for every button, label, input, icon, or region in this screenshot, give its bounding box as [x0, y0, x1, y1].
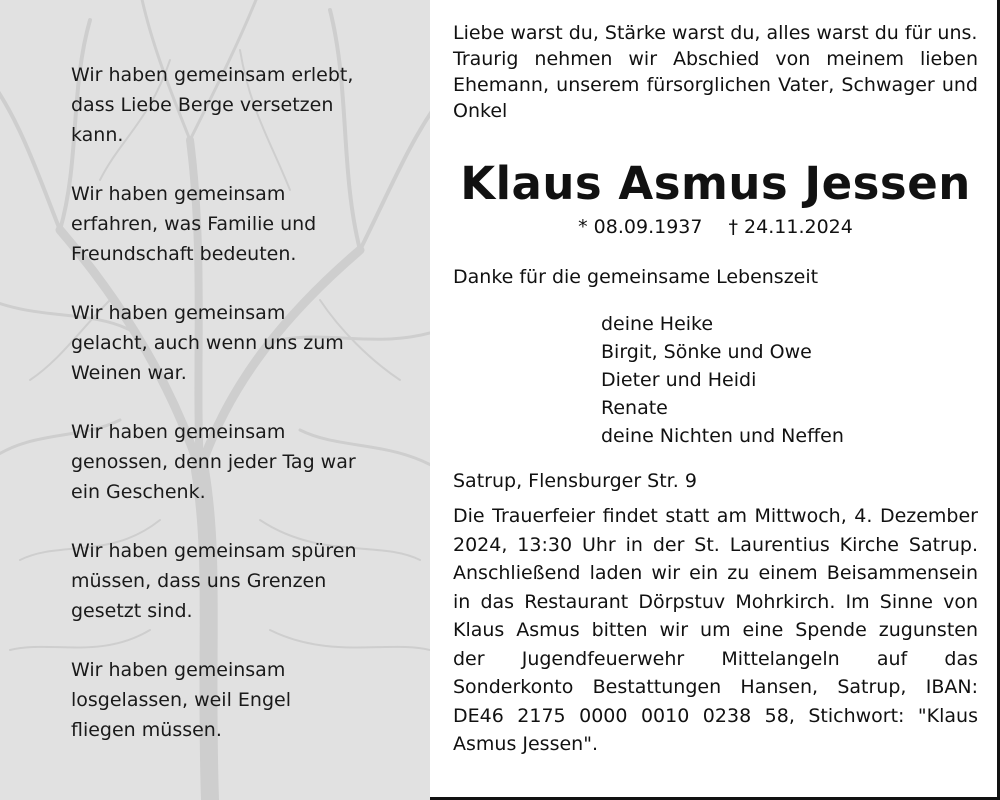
- mourner-entry: Renate: [601, 397, 668, 419]
- poem-line: Wir haben gemeinsam erlebt,: [71, 64, 354, 86]
- poem-line: fliegen müssen.: [71, 719, 222, 741]
- service-line: der Jugendfeuerwehr Mittelangeln auf das: [453, 647, 978, 670]
- poem-line: müssen, dass uns Grenzen: [71, 570, 327, 592]
- poem-line: gesetzt sind.: [71, 600, 193, 622]
- tree-background-panel: [0, 0, 430, 800]
- intro-text: [453, 20, 978, 124]
- death-date: † 24.11.2024: [728, 216, 853, 238]
- poem-line: losgelassen, weil Engel: [71, 689, 291, 711]
- poem-line: erfahren, was Familie und: [71, 213, 317, 235]
- mourner-entry: Birgit, Sönke und Owe: [601, 341, 812, 363]
- deceased-name: Klaus Asmus Jessen: [460, 157, 971, 210]
- poem-line: Wir haben gemeinsam: [71, 659, 286, 681]
- poem-line: Wir haben gemeinsam: [71, 421, 286, 443]
- service-line: in das Restaurant Dörpstuv Mohrkirch. Im Sinne von: [453, 590, 978, 613]
- poem-line: ein Geschenk.: [71, 481, 206, 503]
- poem-line: Freundschaft bedeuten.: [71, 243, 297, 265]
- poem: [71, 60, 421, 774]
- poem-line: gelacht, auch wenn uns zum: [71, 332, 344, 354]
- intro-line: Ehemann, unserem fürsorglichen Vater, Schwager und: [453, 74, 978, 96]
- birth-date: * 08.09.1937: [578, 216, 703, 238]
- poem-stanza: [71, 536, 421, 626]
- service-line: Anschließend laden wir ein zu einem Beisammensein: [453, 562, 978, 584]
- intro-line: Traurig nehmen wir Abschied von meinem lieben: [453, 48, 978, 70]
- mourners-list: [601, 310, 978, 450]
- poem-line: kann.: [71, 124, 124, 146]
- address: Satrup, Flensburger Str. 9: [453, 470, 697, 492]
- service-line: Klaus Asmus bitten wir um eine Spende zugunsten: [453, 619, 978, 641]
- mourner-entry: Dieter und Heidi: [601, 369, 757, 391]
- poem-stanza: [71, 655, 421, 745]
- poem-line: Wir haben gemeinsam spüren: [71, 540, 357, 562]
- notice-text-column: [453, 20, 978, 759]
- service-line: Sonderkonto Bestattungen Hansen, Satrup, IBAN:: [453, 676, 978, 698]
- life-dates: [453, 214, 978, 240]
- service-line: DE46 2175 0000 0010 0238 58, Stichwort: "Klaus: [453, 704, 978, 727]
- poem-stanza: [71, 60, 421, 150]
- mourner-entry: deine Heike: [601, 313, 714, 335]
- poem-line: Weinen war.: [71, 362, 187, 384]
- funeral-service-text: [453, 502, 978, 759]
- poem-stanza: [71, 298, 421, 388]
- service-line: Die Trauerfeier findet statt am Mittwoch, 4. Dezember: [453, 505, 978, 527]
- thanks-line: Danke für die gemeinsame Lebenszeit: [453, 266, 819, 288]
- poem-stanza: [71, 179, 421, 269]
- poem-stanza: [71, 417, 421, 507]
- intro-line: Onkel: [453, 100, 508, 122]
- mourner-entry: deine Nichten und Neffen: [601, 425, 844, 447]
- poem-line: Wir haben gemeinsam: [71, 183, 286, 205]
- poem-line: Wir haben gemeinsam: [71, 302, 286, 324]
- poem-line: genossen, denn jeder Tag war: [71, 451, 356, 473]
- service-line: Asmus Jessen".: [453, 733, 598, 755]
- intro-line: Liebe warst du, Stärke warst du, alles warst du für uns.: [453, 22, 978, 44]
- service-line: 2024, 13:30 Uhr in der St. Laurentius Kirche Satrup.: [453, 533, 978, 556]
- poem-line: dass Liebe Berge versetzen: [71, 94, 334, 116]
